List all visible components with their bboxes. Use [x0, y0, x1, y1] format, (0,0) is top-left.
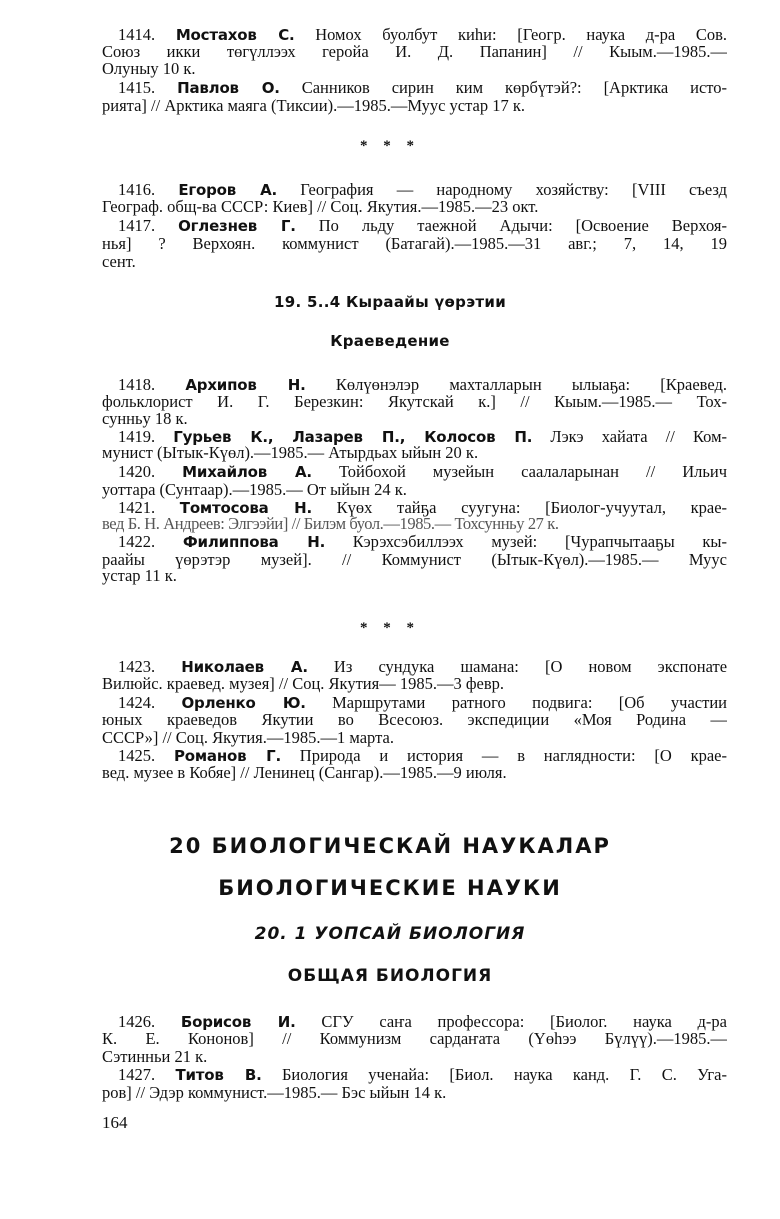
- entry-1423-line-1: [118, 658, 727, 676]
- entry-text: Күөх тайҕа суугуна: [Биолог-учуутал, крае-: [312, 499, 727, 517]
- subchapter-heading-ru: ОБЩАЯ БИОЛОГИЯ: [287, 966, 493, 986]
- entry-1415-line-2: рията] // Арктика маяга (Тиксии).—1985.—Муус устар 17 к.: [102, 97, 525, 115]
- section-subheading: Краеведение: [330, 332, 450, 350]
- section-heading: 19. 5..4 Кыраайы үөрэтии: [273, 293, 507, 311]
- entry-text: Биология ученайа: [Биол. наука канд. Г. С. Уга-: [261, 1066, 727, 1084]
- entry-1424-line-1: [118, 694, 727, 712]
- entry-1426-line-1: [118, 1013, 727, 1031]
- entry-number: 1414.: [118, 26, 156, 44]
- chapter-heading-ru: БИОЛОГИЧЕСКИЕ НАУКИ: [218, 876, 562, 900]
- entry-1422-line-2: раайы үөрэтэр музей]. // Коммунист (Ытык-Күөл).—1985.— Муус: [102, 551, 727, 569]
- entry-author: Егоров А.: [178, 181, 278, 199]
- entry-1417-line-2: нья] ? Верхоян. коммунист (Батагай).—1985.—31 авг.; 7, 14, 19: [102, 235, 727, 253]
- entry-1417-line-3: сент.: [102, 253, 136, 271]
- entry-text: Природа и история — в наглядности: [О крае-: [280, 747, 727, 765]
- entry-author: Гурьев К., Лазарев П., Колосов П.: [173, 428, 533, 446]
- entry-author: Борисов И.: [180, 1013, 296, 1031]
- entry-1427-line-1: [118, 1066, 727, 1084]
- entry-number: 1423.: [118, 658, 156, 676]
- entry-text: Тойбохой музейын саалаларынан // Ильич: [311, 463, 727, 481]
- entry-1425-line-1: [118, 747, 727, 765]
- entry-author: Филиппова Н.: [182, 533, 326, 551]
- entry-1426-line-3: Сэтинньи 21 к.: [102, 1048, 208, 1066]
- entry-1414-line-1: [118, 26, 727, 44]
- entry-number: 1420.: [118, 463, 156, 481]
- entry-text: Санников сирин ким көрбүтэй?: [Арктика исто-: [279, 79, 727, 97]
- entry-1422-line-1: [118, 533, 727, 551]
- entry-number: 1424.: [118, 694, 156, 712]
- entry-1420-line-1: [118, 463, 727, 481]
- entry-number: 1417.: [118, 217, 156, 235]
- entry-text: Номох буолбут киһи: [Геогр. наука д-ра Сов.: [294, 26, 727, 44]
- entry-author: Романов Г.: [173, 747, 281, 765]
- entry-text: Лэкэ хайата // Ком-: [532, 428, 727, 446]
- entry-text: СГУ саҥа профессора: [Биолог. наука д-ра: [295, 1013, 727, 1031]
- entry-1417-line-1: [118, 217, 727, 235]
- entry-1419-line-2: мунист (Ытык-Күөл).—1985.— Атырдьах ыйын 20 к.: [102, 444, 479, 462]
- entry-number: 1418.: [118, 376, 156, 394]
- entry-text: География — народному хозяйству: [VIII съезд: [277, 181, 727, 199]
- page-number: 164: [102, 1113, 128, 1132]
- entry-number: 1419.: [118, 428, 156, 446]
- entry-1414-line-2: Союз икки төгүллээх геройа И. Д. Папанин] // Кыым.—1985.—: [102, 43, 727, 61]
- chapter-heading: 20 БИОЛОГИЧЕСКАЙ НАУКАЛАР: [169, 834, 611, 858]
- entry-number: 1426.: [118, 1013, 156, 1031]
- separator-asterisks: * * *: [360, 138, 420, 154]
- entry-author: Томтосова Н.: [179, 499, 312, 517]
- entry-author: Оглезнев Г.: [178, 217, 296, 235]
- entry-1414-line-3: Олуныу 10 к.: [102, 60, 196, 78]
- entry-author: Павлов О.: [177, 79, 280, 97]
- entry-text: Кэрэхсэбиллээх музей: [Чурапчытааҕы кы-: [325, 533, 727, 551]
- entry-1418-line-2: фольклорист И. Г. Березкин: Якутскай к.] // Кыым.—1985.— Тох-: [102, 393, 727, 411]
- separator-asterisks: * * *: [360, 620, 420, 636]
- entry-1416-line-1: [118, 181, 727, 199]
- entry-1418-line-1: [118, 376, 727, 394]
- entry-1427-line-2: ров] // Эдэр коммунист.—1985.— Бэс ыйын 14 к.: [102, 1084, 447, 1102]
- entry-number: 1425.: [118, 747, 156, 765]
- entry-number: 1416.: [118, 181, 156, 199]
- entry-author: Михайлов А.: [182, 463, 312, 481]
- entry-author: Мостахов С.: [175, 26, 295, 44]
- entry-number: 1427.: [118, 1066, 156, 1084]
- entry-author: Титов В.: [175, 1066, 262, 1084]
- entry-number: 1415.: [118, 79, 156, 97]
- entry-1416-line-2: Географ. общ-ва СССР: Киев] // Соц. Якутия.—1985.—23 окт.: [102, 198, 539, 216]
- entry-number: 1421.: [118, 499, 156, 517]
- entry-text: Көлүөнэлэр махталларын ылыаҕа: [Краевед.: [305, 376, 727, 394]
- entry-author: Николаев А.: [181, 658, 308, 676]
- entry-1423-line-2: Вилюйс. краевед. музея] // Соц. Якутия— 1985.—3 февр.: [102, 675, 505, 693]
- entry-number: 1422.: [118, 533, 156, 551]
- entry-author: Архипов Н.: [185, 376, 306, 394]
- entry-1425-line-2: вед. музее в Кобяе] // Ленинец (Сангар).—1985.—9 июля.: [102, 764, 507, 782]
- entry-1418-line-3: сунньу 18 к.: [102, 410, 188, 428]
- entry-1426-line-2: К. Е. Кононов] // Коммунизм сардаҥата (Үөһээ Бүлүү).—1985.—: [102, 1030, 727, 1048]
- subchapter-heading: 20. 1 УОПСАЙ БИОЛОГИЯ: [254, 924, 526, 944]
- entry-1424-line-2: юных краеведов Якутии во Всесоюз. экспедиции «Моя Родина —: [102, 711, 727, 729]
- entry-1424-line-3: СССР»] // Соц. Якутия.—1985.—1 марта.: [102, 729, 394, 747]
- entry-1422-line-3: устар 11 к.: [102, 567, 177, 585]
- entry-1420-line-2: уоттара (Сунтаар).—1985.— От ыйын 24 к.: [102, 481, 407, 499]
- entry-author: Орленко Ю.: [181, 694, 306, 712]
- entry-1415-line-1: [118, 79, 727, 97]
- entry-text: По льду таежной Адычи: [Освоение Верхоя-: [295, 217, 727, 235]
- entry-text: Маршрутами ратного подвига: [Об участии: [305, 694, 727, 712]
- entry-text: Из сундука шамана: [О новом экспонате: [307, 658, 727, 676]
- entry-1421-line-2: вед Б. Н. Андреев: Элгээйи] // Билэм буол.—1985.— Тохсунньу 27 к.: [102, 515, 559, 533]
